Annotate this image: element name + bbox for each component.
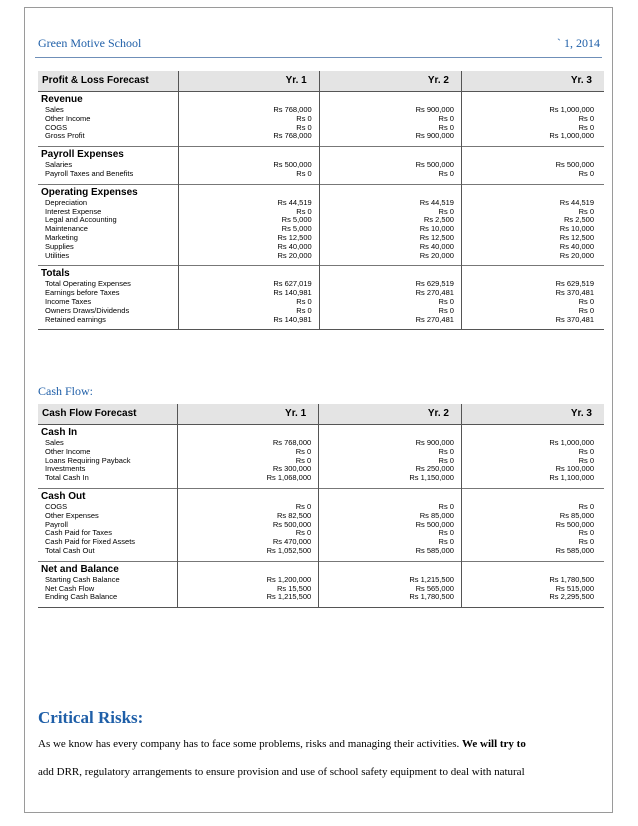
value-cell: Rs 40,000 <box>179 243 319 252</box>
cash-flow-table <box>38 404 604 608</box>
value-cell: Rs 585,000 <box>319 547 462 556</box>
value-cell: Rs 0 <box>319 503 462 512</box>
table-row <box>38 503 604 512</box>
row-label: Marketing <box>45 232 78 242</box>
value-cell: Rs 900,000 <box>319 439 462 448</box>
value-cell: Rs 768,000 <box>178 439 319 448</box>
section-title: Operating Expenses <box>41 186 138 198</box>
empty-cell <box>461 184 604 199</box>
value-cell: Rs 0 <box>179 170 319 179</box>
value-cell: Rs 0 <box>178 448 319 457</box>
table-row <box>38 132 604 141</box>
empty-cell <box>319 184 461 199</box>
table-header-row <box>38 71 604 92</box>
value-cell: Rs 1,780,500 <box>319 593 462 602</box>
value-cell: Rs 2,500 <box>461 216 604 225</box>
table-section <box>38 184 604 266</box>
table-section <box>38 425 604 489</box>
table-row <box>38 585 604 594</box>
year-header: Yr. 2 <box>319 404 462 425</box>
value-cell: Rs 85,000 <box>319 512 462 521</box>
empty-cell <box>461 488 604 503</box>
row-label: Total Operating Expenses <box>45 279 131 289</box>
table-row <box>38 316 604 325</box>
row-label: Loans Requiring Payback <box>45 455 131 465</box>
value-cell: Rs 5,000 <box>179 216 319 225</box>
value-cell: Rs 0 <box>319 115 461 124</box>
value-cell: Rs 2,295,500 <box>461 593 604 602</box>
value-cell: Rs 0 <box>461 298 604 307</box>
profit-loss-table <box>38 71 604 330</box>
row-label: Other Income <box>45 113 91 123</box>
spacer-cell <box>461 602 604 608</box>
section-header-row <box>38 92 604 107</box>
row-label: Other Expenses <box>45 510 99 520</box>
row-label: Income Taxes <box>45 296 92 306</box>
value-cell: Rs 250,000 <box>319 465 462 474</box>
value-cell: Rs 0 <box>319 457 462 466</box>
row-label: COGS <box>45 122 68 132</box>
table-row <box>38 439 604 448</box>
spacer-cell <box>38 602 178 608</box>
row-label: Investments <box>45 464 86 474</box>
row-label: Owners Draws/Dividends <box>45 305 130 315</box>
value-cell: Rs 0 <box>319 208 461 217</box>
empty-cell <box>178 425 319 440</box>
value-cell: Rs 40,000 <box>461 243 604 252</box>
section-title: Revenue <box>41 94 83 105</box>
value-cell: Rs 0 <box>319 307 461 316</box>
row-label: Payroll <box>45 519 68 529</box>
spacer-cell <box>319 602 462 608</box>
value-cell: Rs 100,000 <box>461 465 604 474</box>
table-row <box>38 216 604 225</box>
value-cell: Rs 0 <box>461 529 604 538</box>
table-row <box>38 593 604 602</box>
table-section <box>38 147 604 185</box>
value-cell: Rs 20,000 <box>461 252 604 261</box>
value-cell: Rs 5,000 <box>179 225 319 234</box>
empty-cell <box>319 561 462 576</box>
value-cell: Rs 2,500 <box>319 216 461 225</box>
table-row <box>38 199 604 208</box>
risks-paragraph-line-2: add DRR, regulatory arrangements to ensure provision and use of school safety equipment to deal with natural <box>38 766 525 778</box>
table-section <box>38 561 604 607</box>
empty-cell <box>319 92 461 107</box>
value-cell: Rs 629,519 <box>319 280 461 289</box>
row-label: Retained earnings <box>45 314 106 324</box>
value-cell: Rs 500,000 <box>319 161 461 170</box>
value-cell: Rs 0 <box>461 124 604 133</box>
section-title: Cash In <box>41 427 78 438</box>
header-rule <box>35 57 602 58</box>
table-header-row <box>38 404 604 425</box>
value-cell: Rs 0 <box>179 115 319 124</box>
value-cell: Rs 1,000,000 <box>461 106 604 115</box>
table-row <box>38 208 604 217</box>
value-cell: Rs 585,000 <box>461 547 604 556</box>
empty-cell <box>179 147 319 162</box>
value-cell: Rs 44,519 <box>179 199 319 208</box>
row-label: Payroll Taxes and Benefits <box>45 168 134 178</box>
value-cell: Rs 515,000 <box>461 585 604 594</box>
value-cell: Rs 370,481 <box>461 316 604 325</box>
year-header: Yr. 3 <box>461 71 604 92</box>
value-cell: Rs 1,068,000 <box>178 474 319 483</box>
value-cell: Rs 0 <box>319 170 461 179</box>
value-cell: Rs 1,052,500 <box>178 547 319 556</box>
value-cell: Rs 0 <box>319 529 462 538</box>
row-label: Sales <box>45 438 64 447</box>
value-cell: Rs 1,100,000 <box>461 474 604 483</box>
spacer-cell <box>461 324 604 330</box>
table-row <box>38 521 604 530</box>
value-cell: Rs 40,000 <box>319 243 461 252</box>
row-label: COGS <box>45 501 68 511</box>
empty-cell <box>319 147 461 162</box>
value-cell: Rs 15,500 <box>178 585 319 594</box>
value-cell: Rs 12,500 <box>461 234 604 243</box>
value-cell: Rs 270,481 <box>319 316 461 325</box>
value-cell: Rs 82,500 <box>178 512 319 521</box>
table-row <box>38 538 604 547</box>
value-cell: Rs 270,481 <box>319 289 461 298</box>
row-label: Interest Expense <box>45 206 102 216</box>
value-cell: Rs 0 <box>319 298 461 307</box>
value-cell: Rs 1,000,000 <box>461 439 604 448</box>
value-cell: Rs 12,500 <box>319 234 461 243</box>
spacer-row <box>38 602 604 608</box>
value-cell: Rs 1,215,500 <box>178 593 319 602</box>
section-header-row <box>38 488 604 503</box>
value-cell: Rs 12,500 <box>179 234 319 243</box>
table-row <box>38 115 604 124</box>
value-cell: Rs 20,000 <box>319 252 461 261</box>
table-row <box>38 547 604 556</box>
table-row <box>38 474 604 483</box>
value-cell: Rs 1,200,000 <box>178 576 319 585</box>
value-cell: Rs 768,000 <box>179 132 319 141</box>
empty-cell <box>178 488 319 503</box>
value-cell: Rs 0 <box>178 457 319 466</box>
value-cell: Rs 0 <box>461 457 604 466</box>
table-section <box>38 266 604 330</box>
value-cell: Rs 0 <box>461 115 604 124</box>
row-label: Total Cash In <box>45 473 89 483</box>
year-header: Yr. 2 <box>319 71 461 92</box>
table-row <box>38 243 604 252</box>
row-label: Cash Paid for Taxes <box>45 528 112 538</box>
value-cell: Rs 0 <box>461 208 604 217</box>
value-cell: Rs 627,019 <box>179 280 319 289</box>
table-row <box>38 170 604 179</box>
empty-cell <box>179 184 319 199</box>
empty-cell <box>461 561 604 576</box>
spacer-cell <box>319 324 461 330</box>
table-row <box>38 457 604 466</box>
value-cell: Rs 500,000 <box>179 161 319 170</box>
value-cell: Rs 0 <box>179 124 319 133</box>
table-row <box>38 124 604 133</box>
table-row <box>38 225 604 234</box>
empty-cell <box>461 147 604 162</box>
value-cell: Rs 0 <box>319 124 461 133</box>
value-cell: Rs 300,000 <box>178 465 319 474</box>
section-header-row <box>38 425 604 440</box>
table-row <box>38 307 604 316</box>
value-cell: Rs 500,000 <box>319 521 462 530</box>
value-cell: Rs 1,215,500 <box>319 576 462 585</box>
value-cell: Rs 10,000 <box>461 225 604 234</box>
table-row <box>38 465 604 474</box>
row-label: Starting Cash Balance <box>45 574 120 584</box>
section-header-row <box>38 184 604 199</box>
row-label: Total Cash Out <box>45 545 95 555</box>
value-cell: Rs 470,000 <box>178 538 319 547</box>
value-cell: Rs 768,000 <box>179 106 319 115</box>
risks-paragraph-line-1 <box>38 738 603 750</box>
value-cell: Rs 140,981 <box>179 289 319 298</box>
row-label: Other Income <box>45 446 91 456</box>
empty-cell <box>319 266 461 281</box>
value-cell: Rs 900,000 <box>319 106 461 115</box>
table-section <box>38 488 604 561</box>
value-cell: Rs 1,150,000 <box>319 474 462 483</box>
row-label: Salaries <box>45 160 73 170</box>
empty-cell <box>461 266 604 281</box>
row-label: Depreciation <box>45 197 88 207</box>
spacer-cell <box>179 324 319 330</box>
spacer-cell <box>38 324 179 330</box>
table-row <box>38 576 604 585</box>
value-cell: Rs 0 <box>178 503 319 512</box>
table-row <box>38 234 604 243</box>
empty-cell <box>319 425 462 440</box>
value-cell: Rs 0 <box>179 298 319 307</box>
value-cell: Rs 0 <box>178 529 319 538</box>
empty-cell <box>461 92 604 107</box>
row-label: Ending Cash Balance <box>45 592 118 602</box>
value-cell: Rs 0 <box>461 170 604 179</box>
value-cell: Rs 0 <box>319 448 462 457</box>
value-cell: Rs 140,981 <box>179 316 319 325</box>
empty-cell <box>179 92 319 107</box>
value-cell: Rs 370,481 <box>461 289 604 298</box>
value-cell: Rs 85,000 <box>461 512 604 521</box>
row-label: Supplies <box>45 241 74 251</box>
row-label: Maintenance <box>45 224 88 234</box>
header-school-name: Green Motive School <box>38 36 142 50</box>
section-header-row <box>38 147 604 162</box>
value-cell: Rs 500,000 <box>461 161 604 170</box>
value-cell: Rs 0 <box>461 503 604 512</box>
table-row <box>38 252 604 261</box>
value-cell: Rs 900,000 <box>319 132 461 141</box>
value-cell: Rs 10,000 <box>319 225 461 234</box>
value-cell: Rs 1,780,500 <box>461 576 604 585</box>
value-cell: Rs 0 <box>461 448 604 457</box>
cash-flow-heading: Cash Flow: <box>38 384 94 398</box>
value-cell: Rs 0 <box>461 538 604 547</box>
table-title: Cash Flow Forecast <box>38 404 178 425</box>
year-header: Yr. 1 <box>179 71 319 92</box>
risks-text: As we know has every company has to face some problems, risks and managing their activities. <box>38 738 462 750</box>
value-cell: Rs 500,000 <box>461 521 604 530</box>
risks-text-bold: We will try to <box>462 738 526 750</box>
row-label: Sales <box>45 105 64 114</box>
section-title: Payroll Expenses <box>41 149 124 161</box>
year-header: Yr. 1 <box>178 404 319 425</box>
header-date: ` 1, 2014 <box>557 36 600 50</box>
critical-risks-heading: Critical Risks: <box>38 708 144 727</box>
row-label: Earnings before Taxes <box>45 288 120 298</box>
empty-cell <box>178 561 319 576</box>
section-title: Net and Balance <box>41 563 119 575</box>
table-section <box>38 92 604 147</box>
table-row <box>38 512 604 521</box>
spacer-row <box>38 324 604 330</box>
row-label: Gross Profit <box>45 131 85 141</box>
section-header-row <box>38 266 604 281</box>
value-cell: Rs 44,519 <box>461 199 604 208</box>
row-label: Cash Paid for Fixed Assets <box>45 537 136 547</box>
empty-cell <box>179 266 319 281</box>
row-label: Legal and Accounting <box>45 215 117 225</box>
value-cell: Rs 44,519 <box>319 199 461 208</box>
value-cell: Rs 500,000 <box>178 521 319 530</box>
empty-cell <box>319 488 462 503</box>
empty-cell <box>461 425 604 440</box>
value-cell: Rs 20,000 <box>179 252 319 261</box>
value-cell: Rs 629,519 <box>461 280 604 289</box>
value-cell: Rs 565,000 <box>319 585 462 594</box>
table-row <box>38 280 604 289</box>
table-title: Profit & Loss Forecast <box>38 71 179 92</box>
value-cell: Rs 0 <box>319 538 462 547</box>
row-label: Utilities <box>45 250 70 260</box>
value-cell: Rs 0 <box>179 208 319 217</box>
section-title: Cash Out <box>41 490 86 502</box>
section-title: Totals <box>41 268 70 280</box>
section-header-row <box>38 561 604 576</box>
value-cell: Rs 1,000,000 <box>461 132 604 141</box>
value-cell: Rs 0 <box>461 307 604 316</box>
row-label: Net Cash Flow <box>45 583 95 593</box>
table-row <box>38 289 604 298</box>
table-row <box>38 106 604 115</box>
spacer-cell <box>178 602 319 608</box>
value-cell: Rs 0 <box>179 307 319 316</box>
year-header: Yr. 3 <box>461 404 604 425</box>
